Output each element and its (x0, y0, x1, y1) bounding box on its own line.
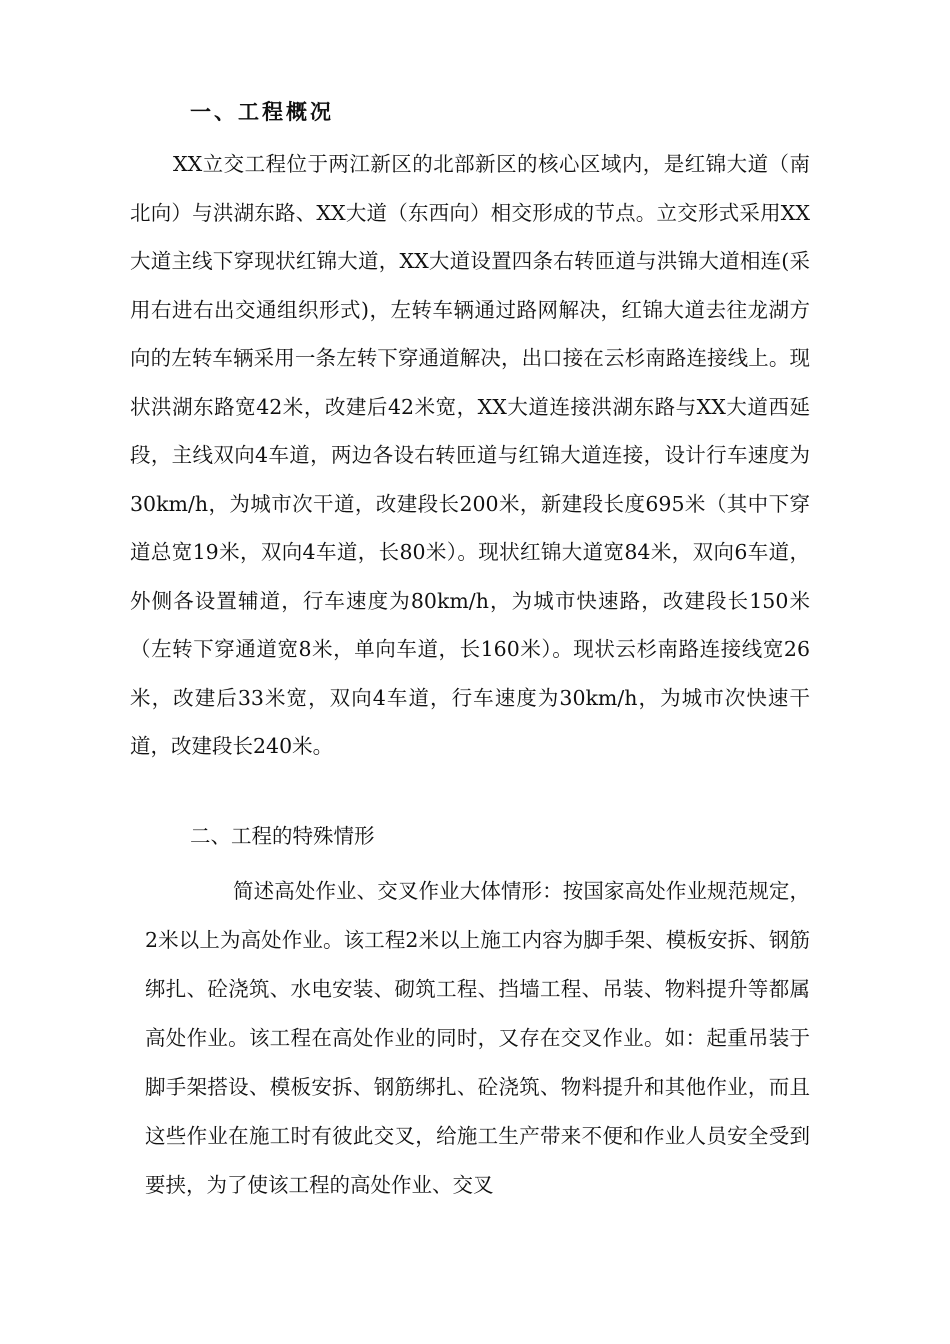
section-heading-special-conditions: 二、工程的特殊情形 (190, 824, 375, 848)
special-conditions-paragraph: 简述高处作业、交叉作业大体情形：按国家高处作业规范规定，2米以上为高处作业。该工程2米以上施工内容为脚手架、模板安拆、钢筋绑扎、砼浇筑、水电安装、砌筑工程、挡墙工程、吊装、物料提升等都属高处作业。该工程在高处作业的同时，又存在交叉作业。如：起重吊装于脚手架搭设、模板安拆、钢筋绑扎、砼浇筑、物料提升和其他作业，而且这些作业在施工时有彼此交叉，给施工生产带来不便和作业人员安全受到要挟，为了使该工程的高处作业、交叉 (145, 879, 810, 1197)
overview-paragraph: XX立交工程位于两江新区的北部新区的核心区域内，是红锦大道（南北向）与洪湖东路、XX大道（东西向）相交形成的节点。立交形式采用XX大道主线下穿现状红锦大道，XX大道设置四条右转匝道与洪锦大道相连(采用右进右出交通组织形式)，左转车辆通过路网解决，红锦大道去往龙湖方向的左转车辆采用一条左转下穿通道解决，出口接在云杉南路连接线上。现状洪湖东路宽42米，改建后42米宽，XX大道连接洪湖东路与XX大道西延段，主线双向4车道，两边各设右转匝道与红锦大道连接，设计行车速度为30km/h，为城市次干道，改建段长200米，新建段长度695米（其中下穿道总宽19米，双向4车道，长80米）。现状红锦大道宽84米，双向6车道，外侧各设置辅道，行车速度为80km/h，为城市快速路，改建段长150米（左转下穿通道宽8米，单向车道，长160米）。现状云杉南路连接线宽26米，改建后33米宽，双向4车道，行车速度为30km/h，为城市次快速干道，改建段长240米。 (130, 152, 810, 758)
section-heading-overview: 一、工程概况 (190, 99, 334, 124)
